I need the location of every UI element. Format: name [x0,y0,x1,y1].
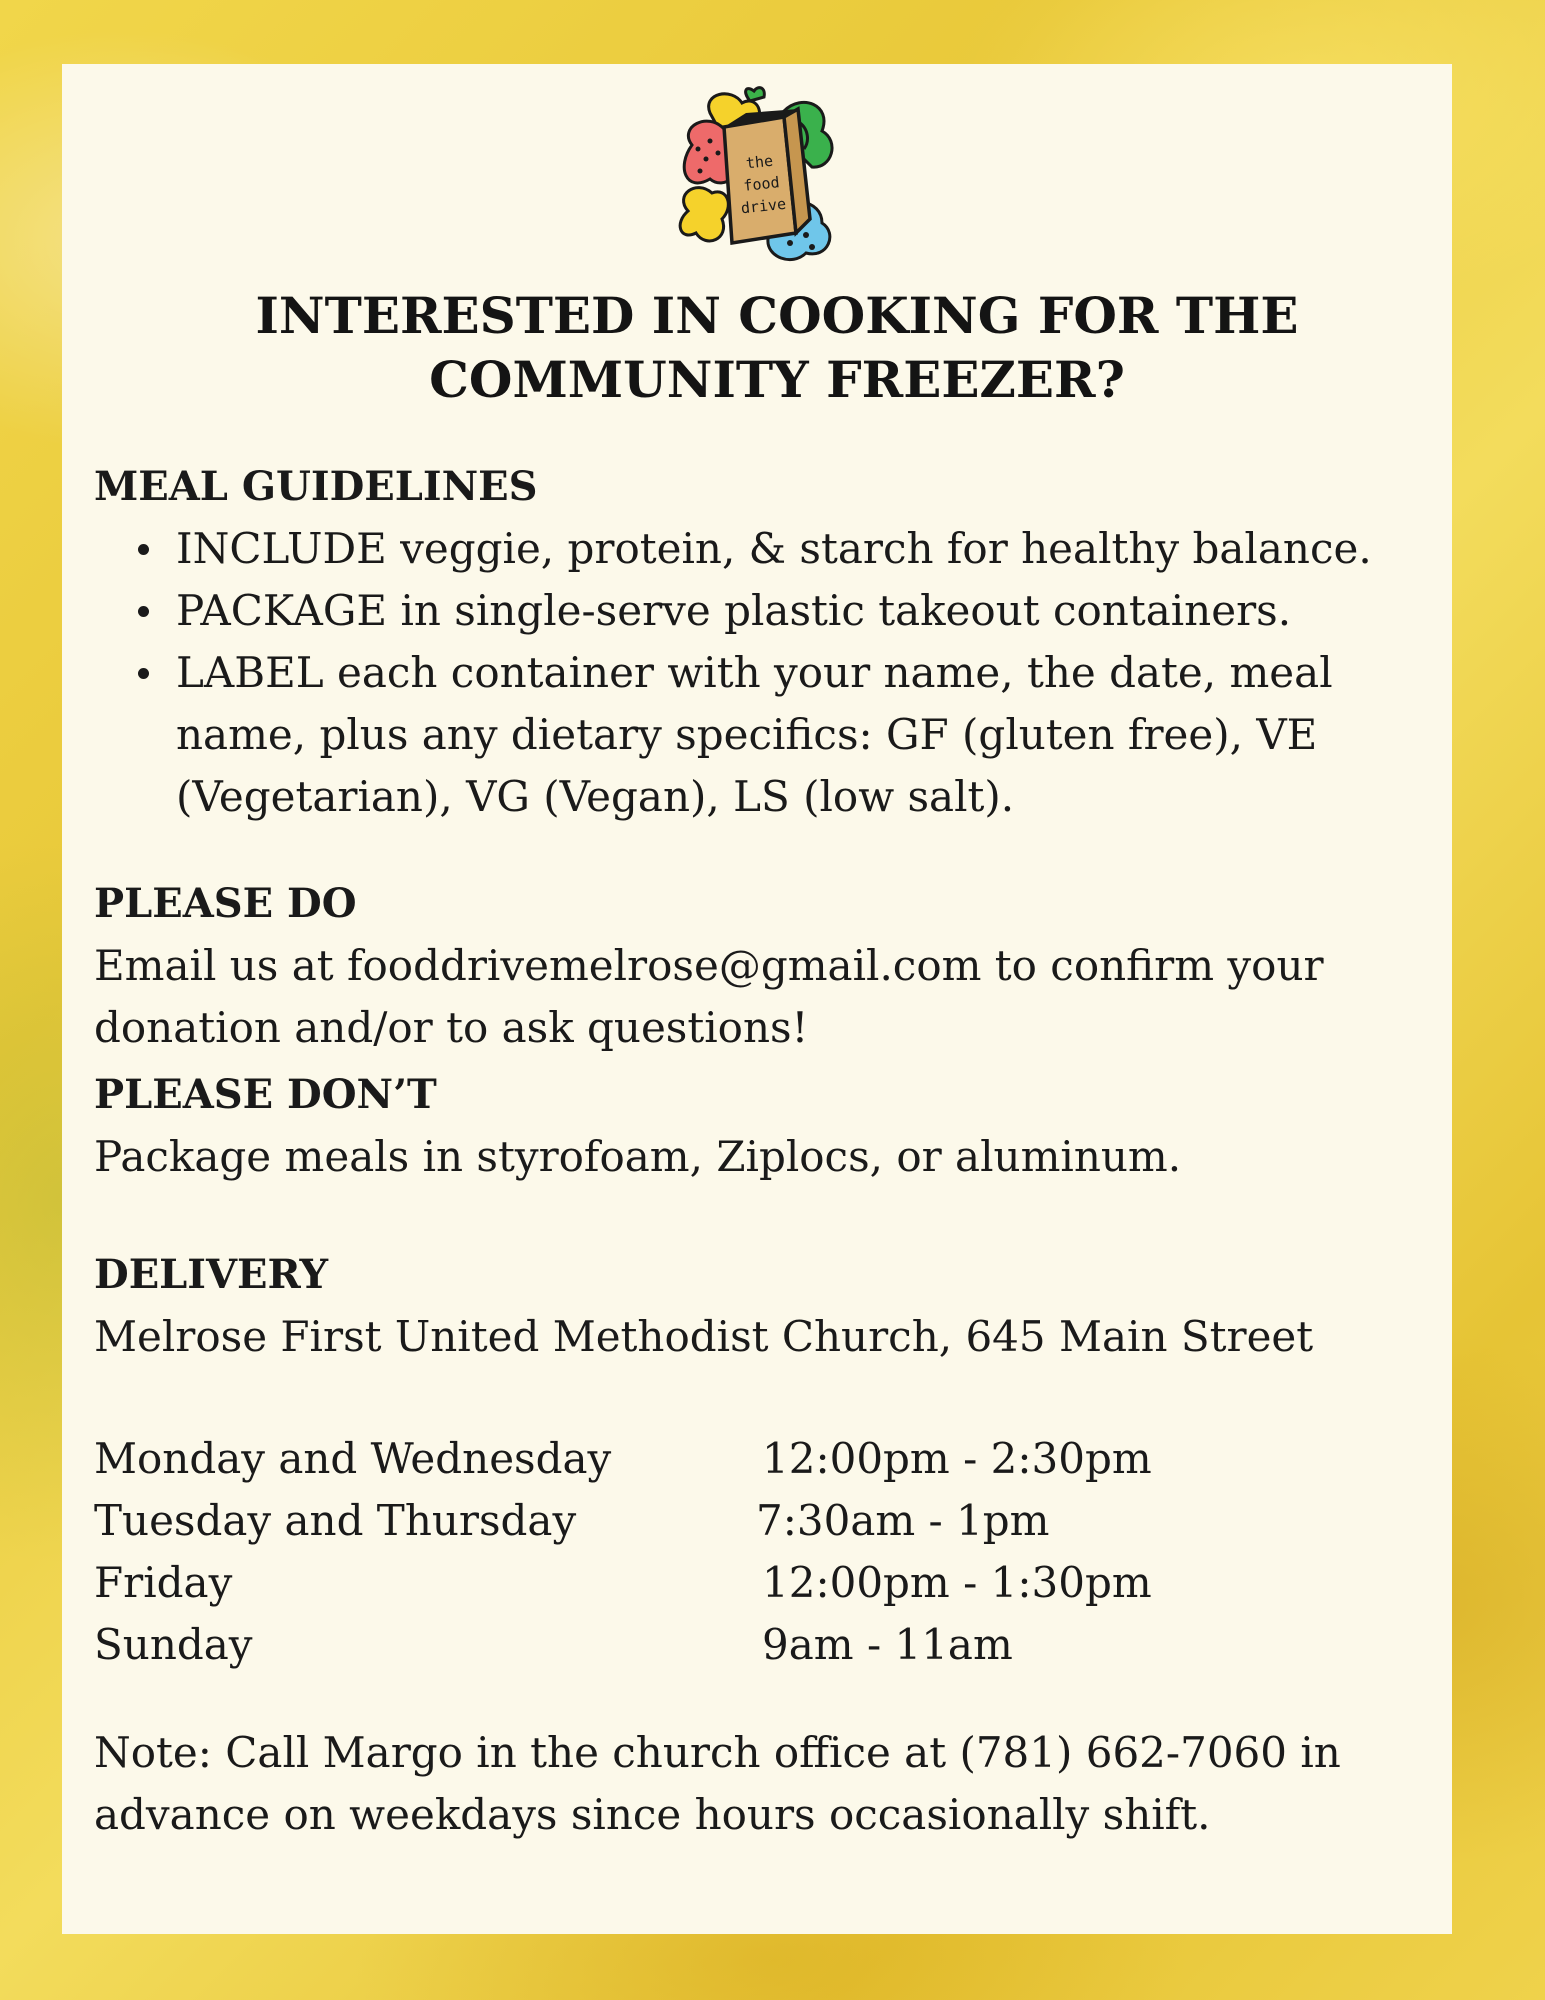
hours-time: 7:30am - 1pm [756,1496,1050,1545]
delivery-address: Melrose First United Methodist Church, 645 Main Street [94,1312,1314,1361]
logo-text-drive: drive [740,194,787,218]
flyer-card [62,64,1452,1934]
please-do-section [94,873,1424,1059]
delivery-heading: DELIVERY [94,1251,329,1298]
meal-guidelines-list [94,518,1424,828]
food-drive-logo [672,83,842,268]
meal-guidelines-heading: MEAL GUIDELINES [94,463,538,510]
hours-time: 12:00pm - 1:30pm [762,1558,1152,1607]
table-row [94,1428,1424,1490]
paper-bag-with-vegetables-icon [672,83,842,268]
delivery-hours [94,1428,1424,1676]
list-item-text: PACKAGE in single-serve plastic takeout containers. [176,586,1292,635]
note-text: Note: Call Margo in the church office at (781) 662-7060 in advance on weekdays since hours occasionally shift. [94,1728,1341,1839]
bullet-icon [138,668,149,679]
hours-day: Tuesday and Thursday [94,1496,577,1545]
table-row [94,1490,1424,1552]
list-item [94,580,1424,642]
hours-day: Sunday [94,1620,253,1669]
hours-day: Friday [94,1558,233,1607]
please-dont-section [94,1064,1424,1188]
table-row [94,1614,1424,1676]
please-dont-text: Package meals in styrofoam, Ziplocs, or aluminum. [94,1132,1182,1181]
please-dont-heading: PLEASE DON’T [94,1071,437,1118]
hours-time: 12:00pm - 2:30pm [762,1434,1152,1483]
list-item-text: INCLUDE veggie, protein, & starch for healthy balance. [176,524,1372,573]
please-do-heading: PLEASE DO [94,880,357,927]
list-item [94,518,1424,580]
page-title-line-2: COMMUNITY FREEZER? [429,350,1125,409]
bullet-icon [138,606,149,617]
list-item-text: LABEL each container with your name, the date, meal name, plus any dietary specifics: GF (gluten free), VE (Vegetarian), VG (Vegan), LS (low salt). [176,648,1333,821]
please-do-text: Email us at fooddrivemelrose@gmail.com to confirm your donation and/or to ask questions! [94,941,1324,1052]
delivery-section [94,1244,1424,1368]
note-section [94,1722,1424,1846]
page-title-line-1: INTERESTED IN COOKING FOR THE [255,286,1299,345]
table-row [94,1552,1424,1614]
hours-day: Monday and Wednesday [94,1434,612,1483]
hours-time: 9am - 11am [762,1620,1013,1669]
page-title [62,284,1452,412]
logo-text-food: food [742,173,781,195]
list-item [94,642,1424,828]
bullet-icon [138,544,149,555]
logo-text-the: the [745,151,774,173]
meal-guidelines-section [94,456,1424,828]
